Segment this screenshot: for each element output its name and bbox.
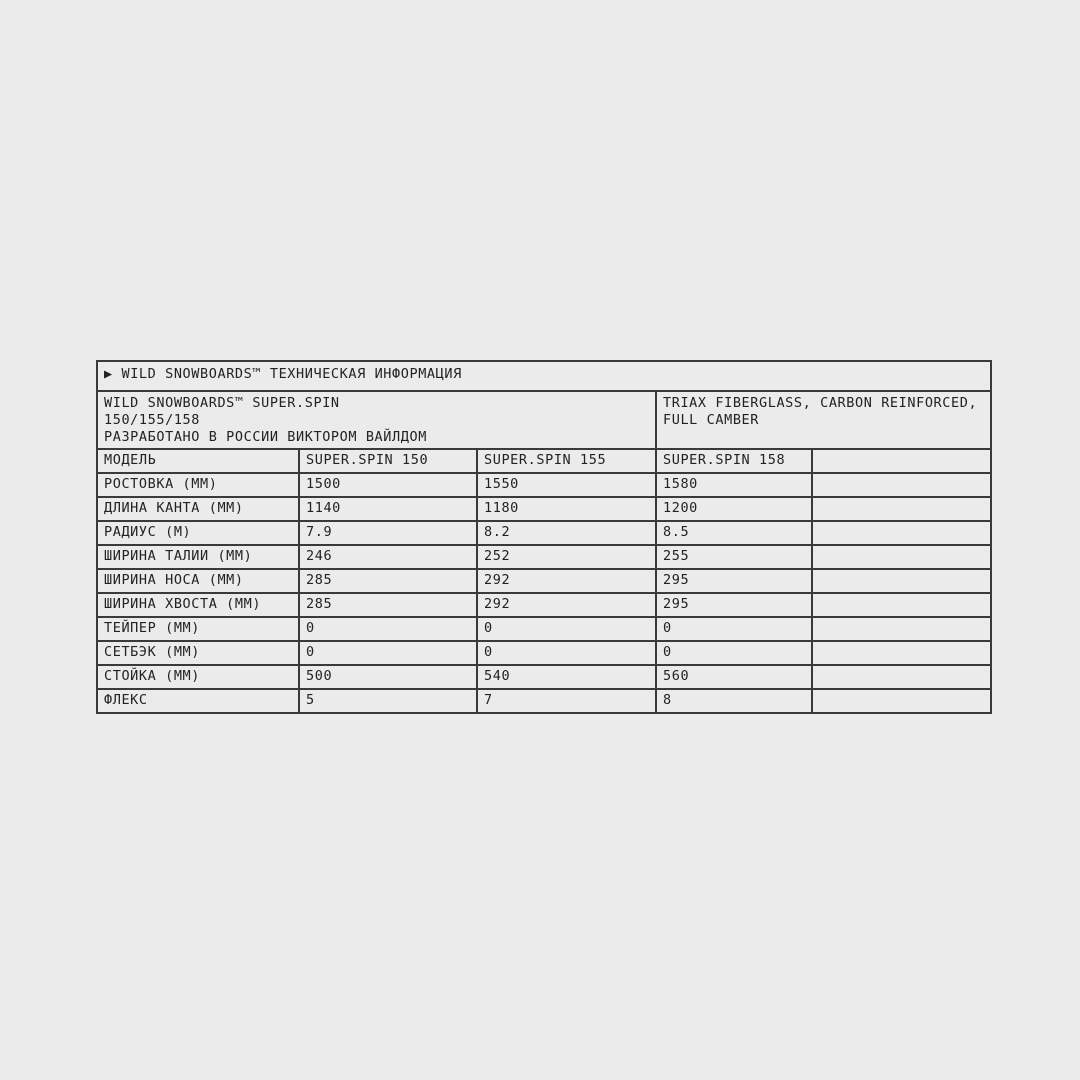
construction-cell [656,391,991,449]
row-label-cell: ФЛЕКС [97,689,299,713]
value-cell: 1200 [656,497,812,521]
table-row [97,569,991,593]
spec-table [96,360,992,714]
value-cell [812,689,991,713]
value-cell: 1500 [299,473,477,497]
table-row [97,473,991,497]
value-cell: 560 [656,665,812,689]
value-cell: 540 [477,665,656,689]
value-cell [812,665,991,689]
value-cell: 295 [656,569,812,593]
value-cell: 0 [477,617,656,641]
value-cell: 1180 [477,497,656,521]
table-row [97,545,991,569]
value-cell [812,569,991,593]
value-cell: 500 [299,665,477,689]
value-cell [812,449,991,473]
value-cell: 0 [656,641,812,665]
product-name: WILD SNOWBOARDS™ SUPER.SPIN [104,395,340,411]
value-cell: 8.5 [656,521,812,545]
value-cell: 295 [656,593,812,617]
value-cell: 252 [477,545,656,569]
value-cell: 255 [656,545,812,569]
value-cell: 8.2 [477,521,656,545]
table-row [97,641,991,665]
value-cell: 0 [299,617,477,641]
title-row [97,361,991,391]
row-label-cell: СТОЙКА (ММ) [97,665,299,689]
row-label-cell: СЕТБЭК (ММ) [97,641,299,665]
value-cell: 0 [299,641,477,665]
value-cell [812,593,991,617]
value-cell: 7.9 [299,521,477,545]
value-cell [812,545,991,569]
construction-material: TRIAX FIBERGLASS, CARBON REINFORCED, [663,395,978,411]
table-row [97,617,991,641]
row-label-cell: ШИРИНА НОСА (ММ) [97,569,299,593]
row-label-cell: РАДИУС (М) [97,521,299,545]
value-cell [812,641,991,665]
row-label-cell: ТЕЙПЕР (ММ) [97,617,299,641]
table-title: WILD SNOWBOARDS™ ТЕХНИЧЕСКАЯ ИНФОРМАЦИЯ [121,366,462,382]
row-label-cell: ШИРИНА ТАЛИИ (ММ) [97,545,299,569]
value-cell: 1550 [477,473,656,497]
product-sizes: 150/155/158 [104,412,201,428]
value-cell: 8 [656,689,812,713]
title-cell [97,361,991,391]
value-cell [812,521,991,545]
table-row [97,521,991,545]
value-cell: 1580 [656,473,812,497]
info-row [97,391,991,449]
value-cell [812,473,991,497]
value-cell: 246 [299,545,477,569]
value-cell: 285 [299,569,477,593]
value-cell: 292 [477,569,656,593]
row-label-cell: ШИРИНА ХВОСТА (ММ) [97,593,299,617]
table-row [97,593,991,617]
value-cell: SUPER.SPIN 158 [656,449,812,473]
construction-profile: FULL CAMBER [663,412,760,428]
value-cell [812,617,991,641]
header-row [97,449,991,473]
value-cell [812,497,991,521]
value-cell: 1140 [299,497,477,521]
product-description-cell [97,391,656,449]
value-cell: SUPER.SPIN 150 [299,449,477,473]
value-cell: 285 [299,593,477,617]
value-cell: 292 [477,593,656,617]
table-row [97,665,991,689]
row-label-cell: ДЛИНА КАНТА (ММ) [97,497,299,521]
value-cell: 7 [477,689,656,713]
table-row [97,497,991,521]
table-row [97,689,991,713]
play-marker-icon: ▶ [104,366,113,382]
row-label-cell: МОДЕЛЬ [97,449,299,473]
value-cell: 0 [656,617,812,641]
product-origin: РАЗРАБОТАНО В РОССИИ ВИКТОРОМ ВАЙЛДОМ [104,429,427,445]
value-cell: 5 [299,689,477,713]
value-cell: 0 [477,641,656,665]
row-label-cell: РОСТОВКА (ММ) [97,473,299,497]
value-cell: SUPER.SPIN 155 [477,449,656,473]
